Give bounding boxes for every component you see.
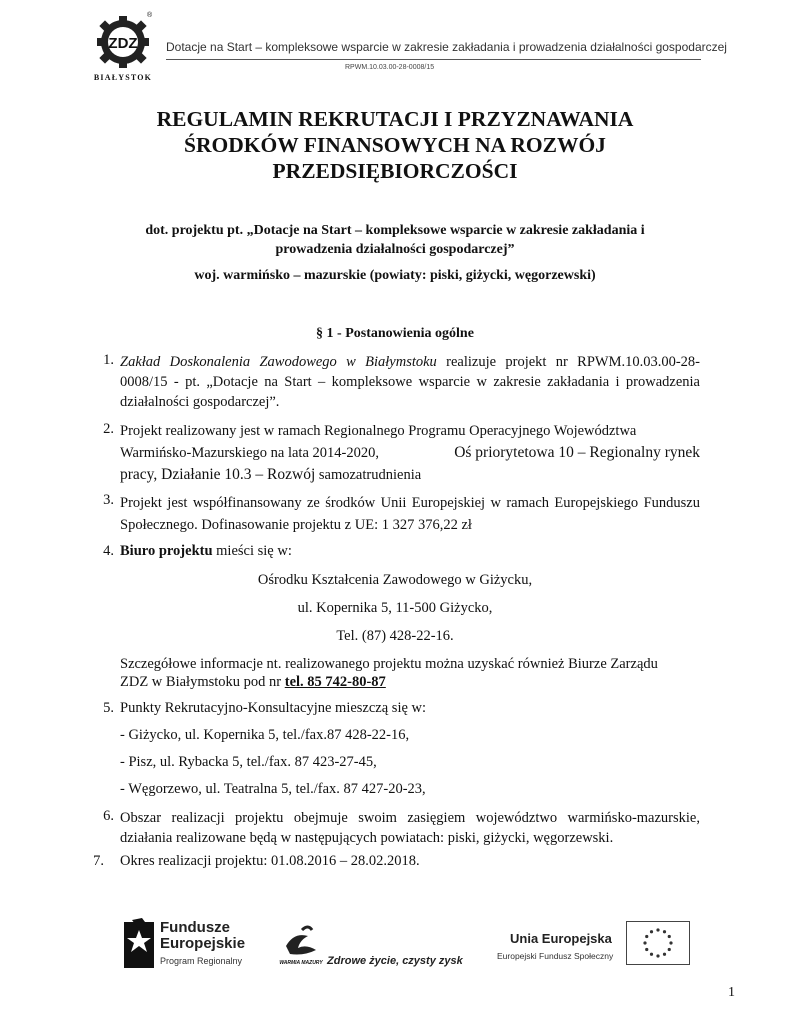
page-number: 1 (728, 985, 735, 1000)
list-item-3: Projekt jest współfinansowany ze środków Unii Europejskiej w ramach Europejskiego Funduszu Społecznego. Dofinasowanie projektu z UE: 1 327 376,22 zł (120, 495, 700, 533)
ue-name: Unia Europejska (510, 931, 612, 946)
swan-icon (286, 927, 316, 955)
phone-link[interactable]: tel. 85 742-80-87 (284, 674, 386, 690)
eu-star-icon (645, 948, 648, 951)
item-number: 5. (103, 700, 114, 716)
eu-star-icon (663, 930, 666, 933)
list-item-4: Biuro projektu mieści się w: (120, 543, 292, 559)
recruitment-point: - Giżycko, ul. Kopernika 5, tel./fax.87 428-22-16, (120, 727, 410, 743)
item-number: 7. (93, 853, 104, 869)
office-phone: Tel. (87) 428-22-16. (336, 628, 454, 644)
eu-star-icon (643, 941, 646, 944)
fe-logo-name: Fundusze Europejskie (160, 919, 246, 952)
item-number: 4. (103, 543, 114, 559)
eu-star-icon (656, 954, 659, 957)
zdz-logo (88, 16, 158, 82)
wm-small-text: WARMIA MAZURY (279, 960, 323, 966)
eu-star-icon (668, 935, 671, 938)
document-title: REGULAMIN REKRUTACJI I PRZYZNAWANIA ŚRODKÓW FINANSOWYCH NA ROZWÓJ PRZEDSIĘBIORCZOŚCI (156, 107, 634, 183)
item-number: 2. (103, 421, 114, 437)
info-line: ZDZ w Białymstoku pod nr tel. 85 742-80-87 (120, 674, 386, 690)
item-number: 3. (103, 492, 114, 508)
eu-star-icon (645, 935, 648, 938)
header-project-code: RPWM.10.03.00-28-0008/15 (345, 64, 435, 71)
eu-star-icon (650, 953, 653, 956)
list-item-7: Okres realizacji projektu: 01.08.2016 – 28.02.2018. (120, 853, 420, 869)
project-subtitle: dot. projektu pt. „Dotacje na Start – kompleksowe wsparcie w zakresie zakładania i prowadzenia działalności gospodarczej” (145, 223, 645, 257)
list-item-5: Punkty Rekrutacyjno-Konsultacyjne mieszczą się w: (120, 700, 427, 716)
list-item-2: Projekt realizowany jest w ramach Regionalnego Programu Operacyjnego Województwa Warmińsko-Mazurskiego na lata 2014-2020, Oś priorytetowa 10 – Regionalny rynek pracy, Działanie 10.3 – Rozwój samozatrudnienia (120, 423, 700, 483)
header-divider (166, 59, 701, 60)
header-project-title: Dotacje na Start – kompleksowe wsparcie w zakresie zakładania i prowadzenia działalności gospodarczej (166, 40, 727, 54)
item-number: 6. (103, 808, 114, 824)
section-heading: § 1 - Postanowienia ogólne (316, 326, 474, 341)
logo-city: BIAŁYSTOK (93, 73, 153, 82)
eu-flag-icon (626, 921, 690, 965)
fe-logo-subtitle: Program Regionalny (160, 956, 243, 966)
eu-star-icon (668, 948, 671, 951)
office-address-line: ul. Kopernika 5, 11-500 Giżycko, (297, 600, 493, 616)
logo-text: ZDZ (108, 35, 138, 52)
ue-subtitle: Europejski Fundusz Społeczny (497, 951, 614, 961)
wm-slogan: Zdrowe życie, czysty zysk (327, 955, 463, 967)
eu-star-icon (650, 930, 653, 933)
eu-star-icon (669, 941, 672, 944)
star-icon (124, 918, 154, 968)
info-line: Szczegółowe informacje nt. realizowanego projektu można uzyskać również Biurze Zarządu (120, 656, 658, 672)
list-item-6: Obszar realizacji projektu obejmuje swoim zasięgiem województwo warmińsko-mazurskie, działania realizowane będą w następujących powiatach: piski, giżycki, węgorzewski. (120, 810, 700, 846)
eu-star-icon (663, 953, 666, 956)
recruitment-point: - Węgorzewo, ul. Teatralna 5, tel./fax. 87 427-20-23, (120, 781, 426, 797)
list-item-1: Zakład Doskonalenia Zawodowego w Białymstoku realizuje projekt nr RPWM.10.03.00-28-0008/15 - pt. „Dotacje na Start – kompleksowe wsparcie w zakresie zakładania i prowadzenia działalności gospodarczej”. (120, 354, 701, 410)
warmia-mazury-logo (278, 922, 324, 970)
office-address-line: Ośrodku Kształcenia Zawodowego w Giżycku, (257, 572, 533, 588)
registered-mark: ® (147, 12, 153, 19)
region-subtitle: woj. warmińsko – mazurskie (powiaty: piski, giżycki, węgorzewski) (194, 268, 596, 283)
recruitment-point: - Pisz, ul. Rybacka 5, tel./fax. 87 423-27-45, (120, 754, 377, 770)
item-number: 1. (103, 352, 114, 368)
eu-star-icon (656, 928, 659, 931)
